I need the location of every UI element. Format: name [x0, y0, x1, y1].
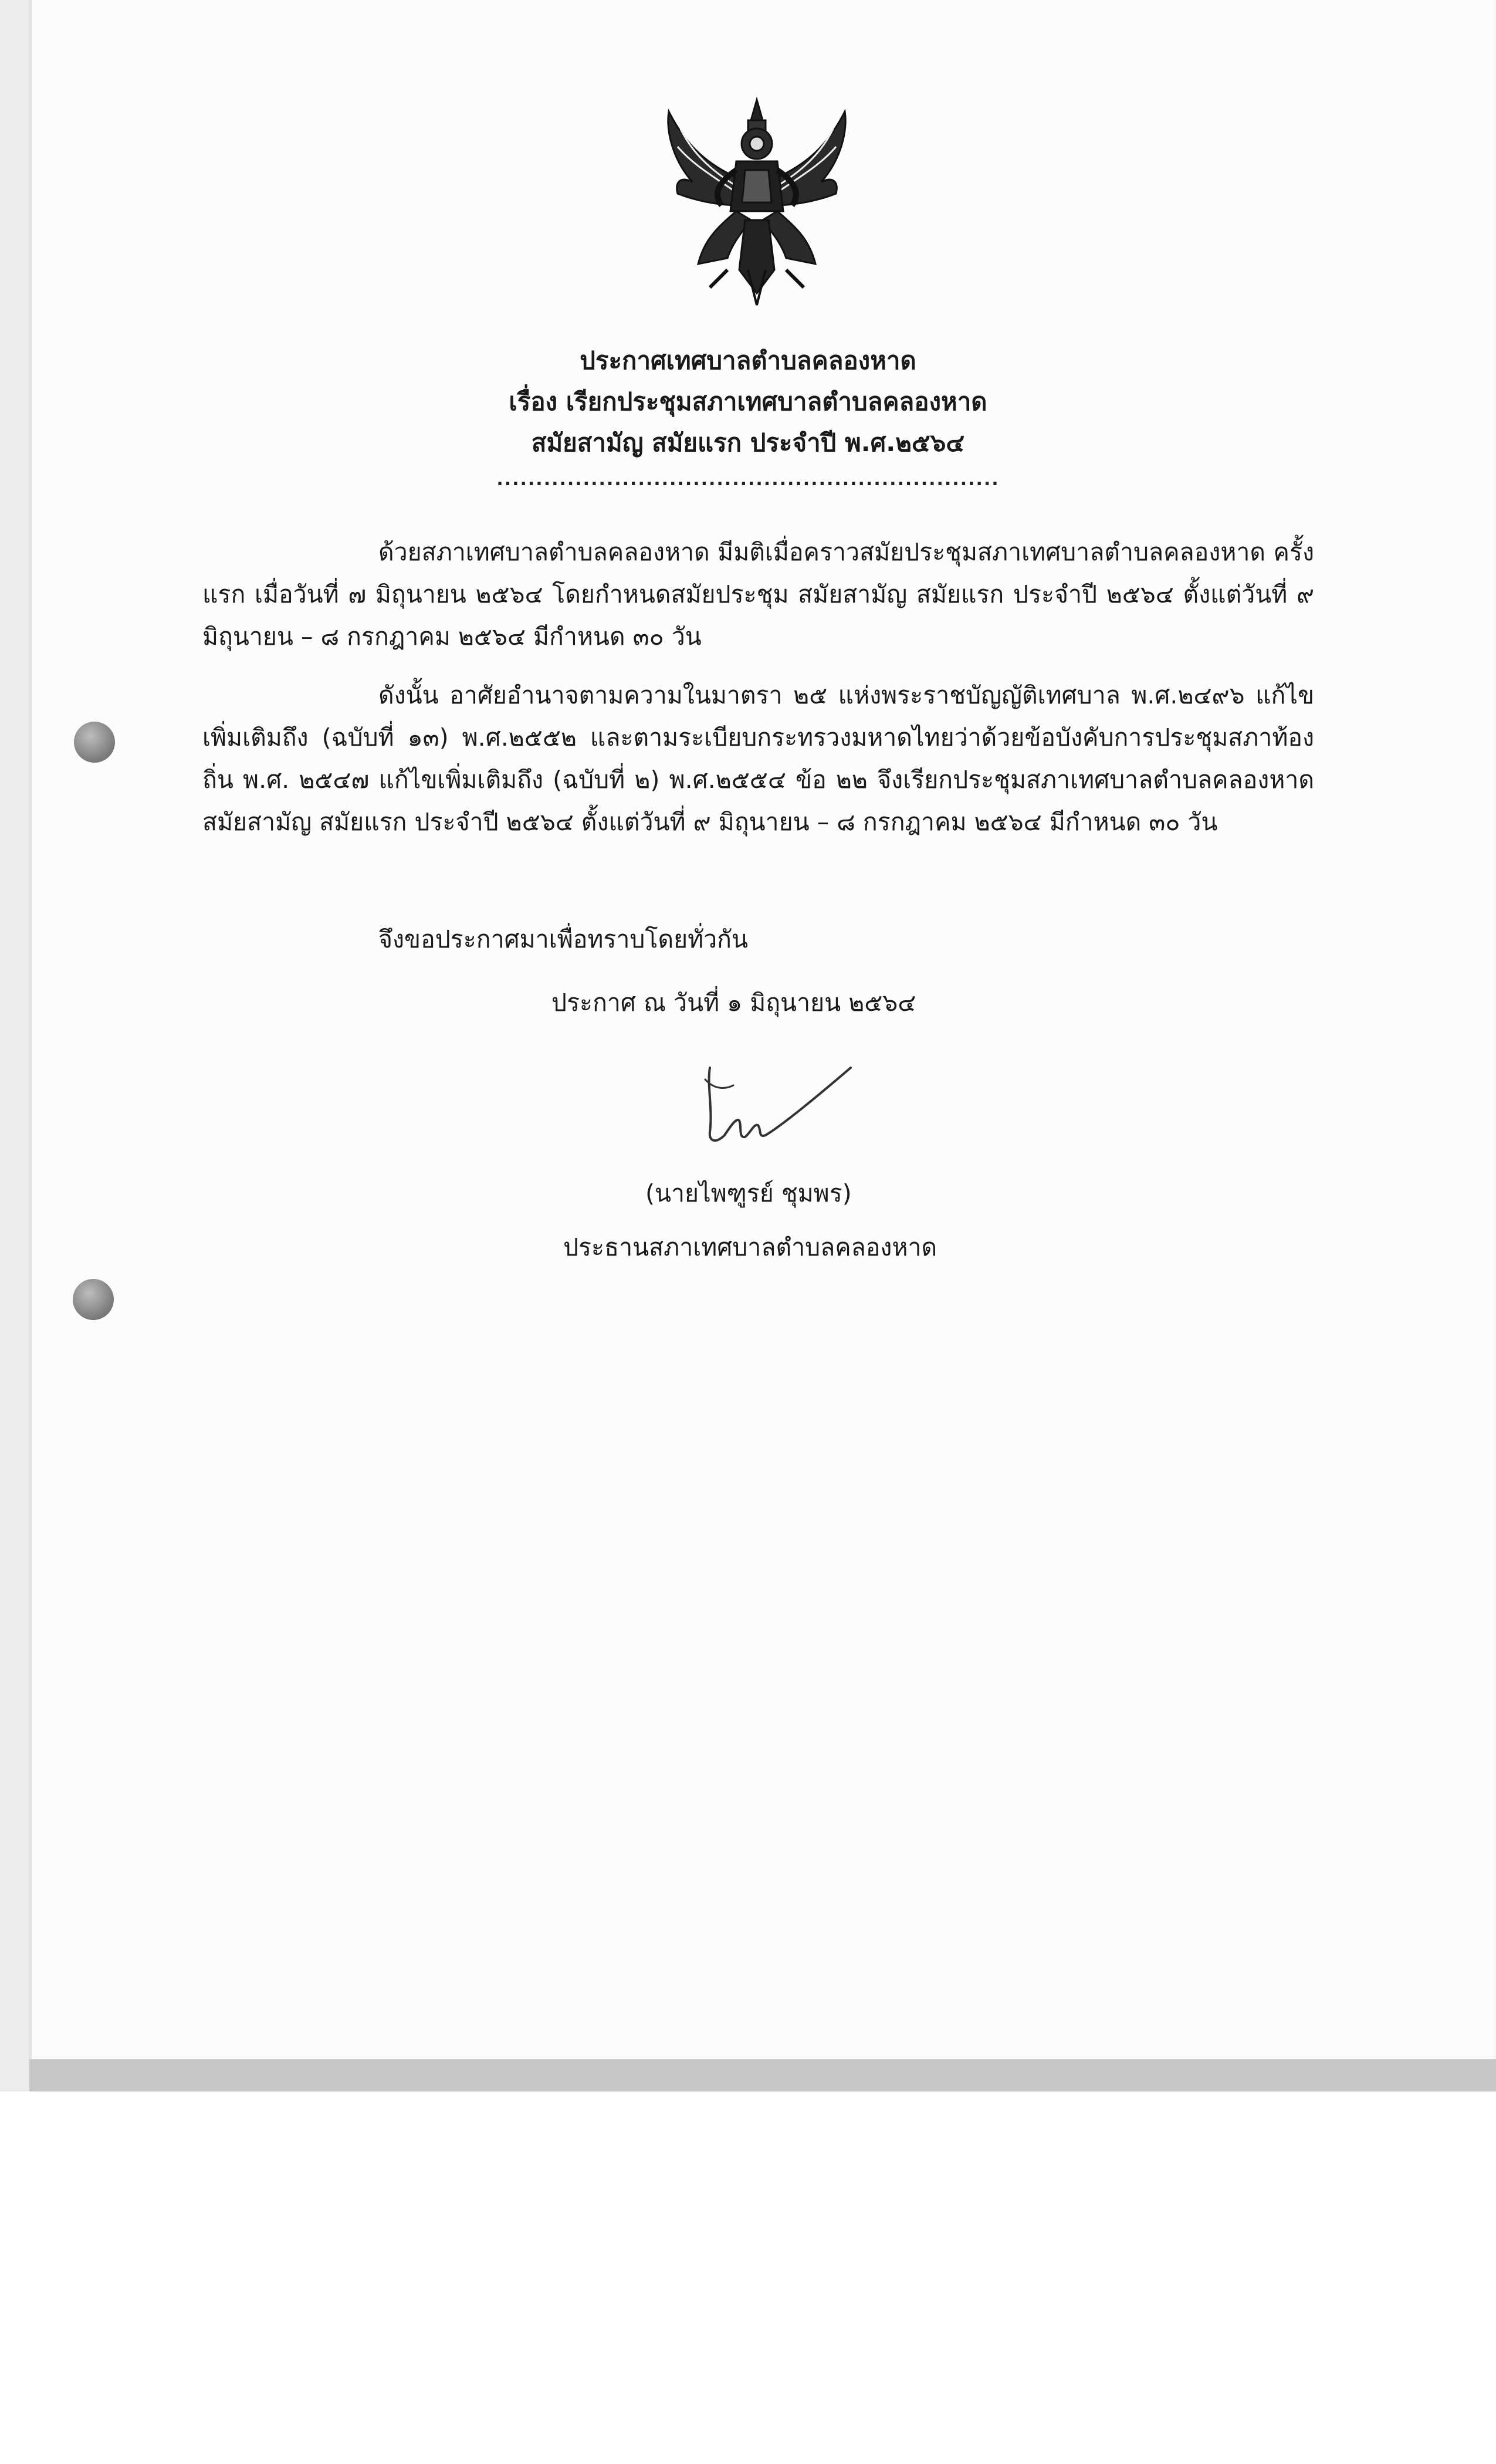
- handwritten-signature: [692, 1044, 868, 1156]
- scan-margin-strip: [0, 0, 29, 2091]
- garuda-emblem-icon: [657, 94, 857, 311]
- announcement-body: [202, 531, 1314, 859]
- announcement-date: ประกาศ ณ วันที่ ๑ มิถุนายน ๒๕๖๔: [551, 989, 916, 1017]
- announcement-session: สมัยสามัญ สมัยแรก ประจำปี พ.ศ.๒๕๖๔: [531, 428, 965, 457]
- punch-hole-lower: [73, 1279, 114, 1320]
- page-bottom-edge: [29, 2059, 1496, 2091]
- signatory-position: ประธานสภาเทศบาลตำบลคลองหาด: [563, 1233, 937, 1261]
- announcement-subject: เรื่อง เรียกประชุมสภาเทศบาลตำบลคลองหาด: [509, 387, 987, 416]
- announcement-header: [176, 340, 1320, 492]
- signatory-name: (นายไพฑูรย์ ชุมพร): [645, 1179, 852, 1207]
- body-paragraph-1: ด้วยสภาเทศบาลตำบลคลองหาด มีมติเมื่อคราวสมัยประชุมสภาเทศบาลตำบลคลองหาด ครั้งแรก เมื่อวันที่ ๗ มิถุนายน ๒๕๖๔ โดยกำหนดสมัยประชุม สมัยสามัญ สมัยแรก ประจำปี ๒๕๖๔ ตั้งแต่วันที่ ๙ มิถุนายน – ๘ กรกฎาคม ๒๕๖๔ มีกำหนด ๓๐ วัน: [202, 538, 1314, 651]
- body-paragraph-2: ดังนั้น อาศัยอำนาจตามความในมาตรา ๒๕ แห่งพระราชบัญญัติเทศบาล พ.ศ.๒๔๙๖ แก้ไขเพิ่มเติมถึง (ฉบับที่ ๑๓) พ.ศ.๒๕๕๒ และตามระเบียบกระทรวงมหาดไทยว่าด้วยข้อบังคับการประชุมสภาท้องถิ่น พ.ศ. ๒๕๔๗ แก้ไขเพิ่มเติมถึง (ฉบับที่ ๒) พ.ศ.๒๕๕๔ ข้อ ๒๒ จึงเรียกประชุมสภาเทศบาลตำบลคลองหาด สมัยสามัญ สมัยแรก ประจำปี ๒๕๖๔ ตั้งแต่วันที่ ๙ มิถุนายน – ๘ กรกฎาคม ๒๕๖๔ มีกำหนด ๓๐ วัน: [202, 681, 1314, 836]
- closing-statement: จึงขอประกาศมาเพื่อทราบโดยทั่วกัน: [378, 925, 749, 953]
- punch-hole-upper: [74, 722, 115, 763]
- header-separator: ................................................................: [496, 469, 1000, 490]
- announcement-title: ประกาศเทศบาลตำบลคลองหาด: [580, 346, 916, 375]
